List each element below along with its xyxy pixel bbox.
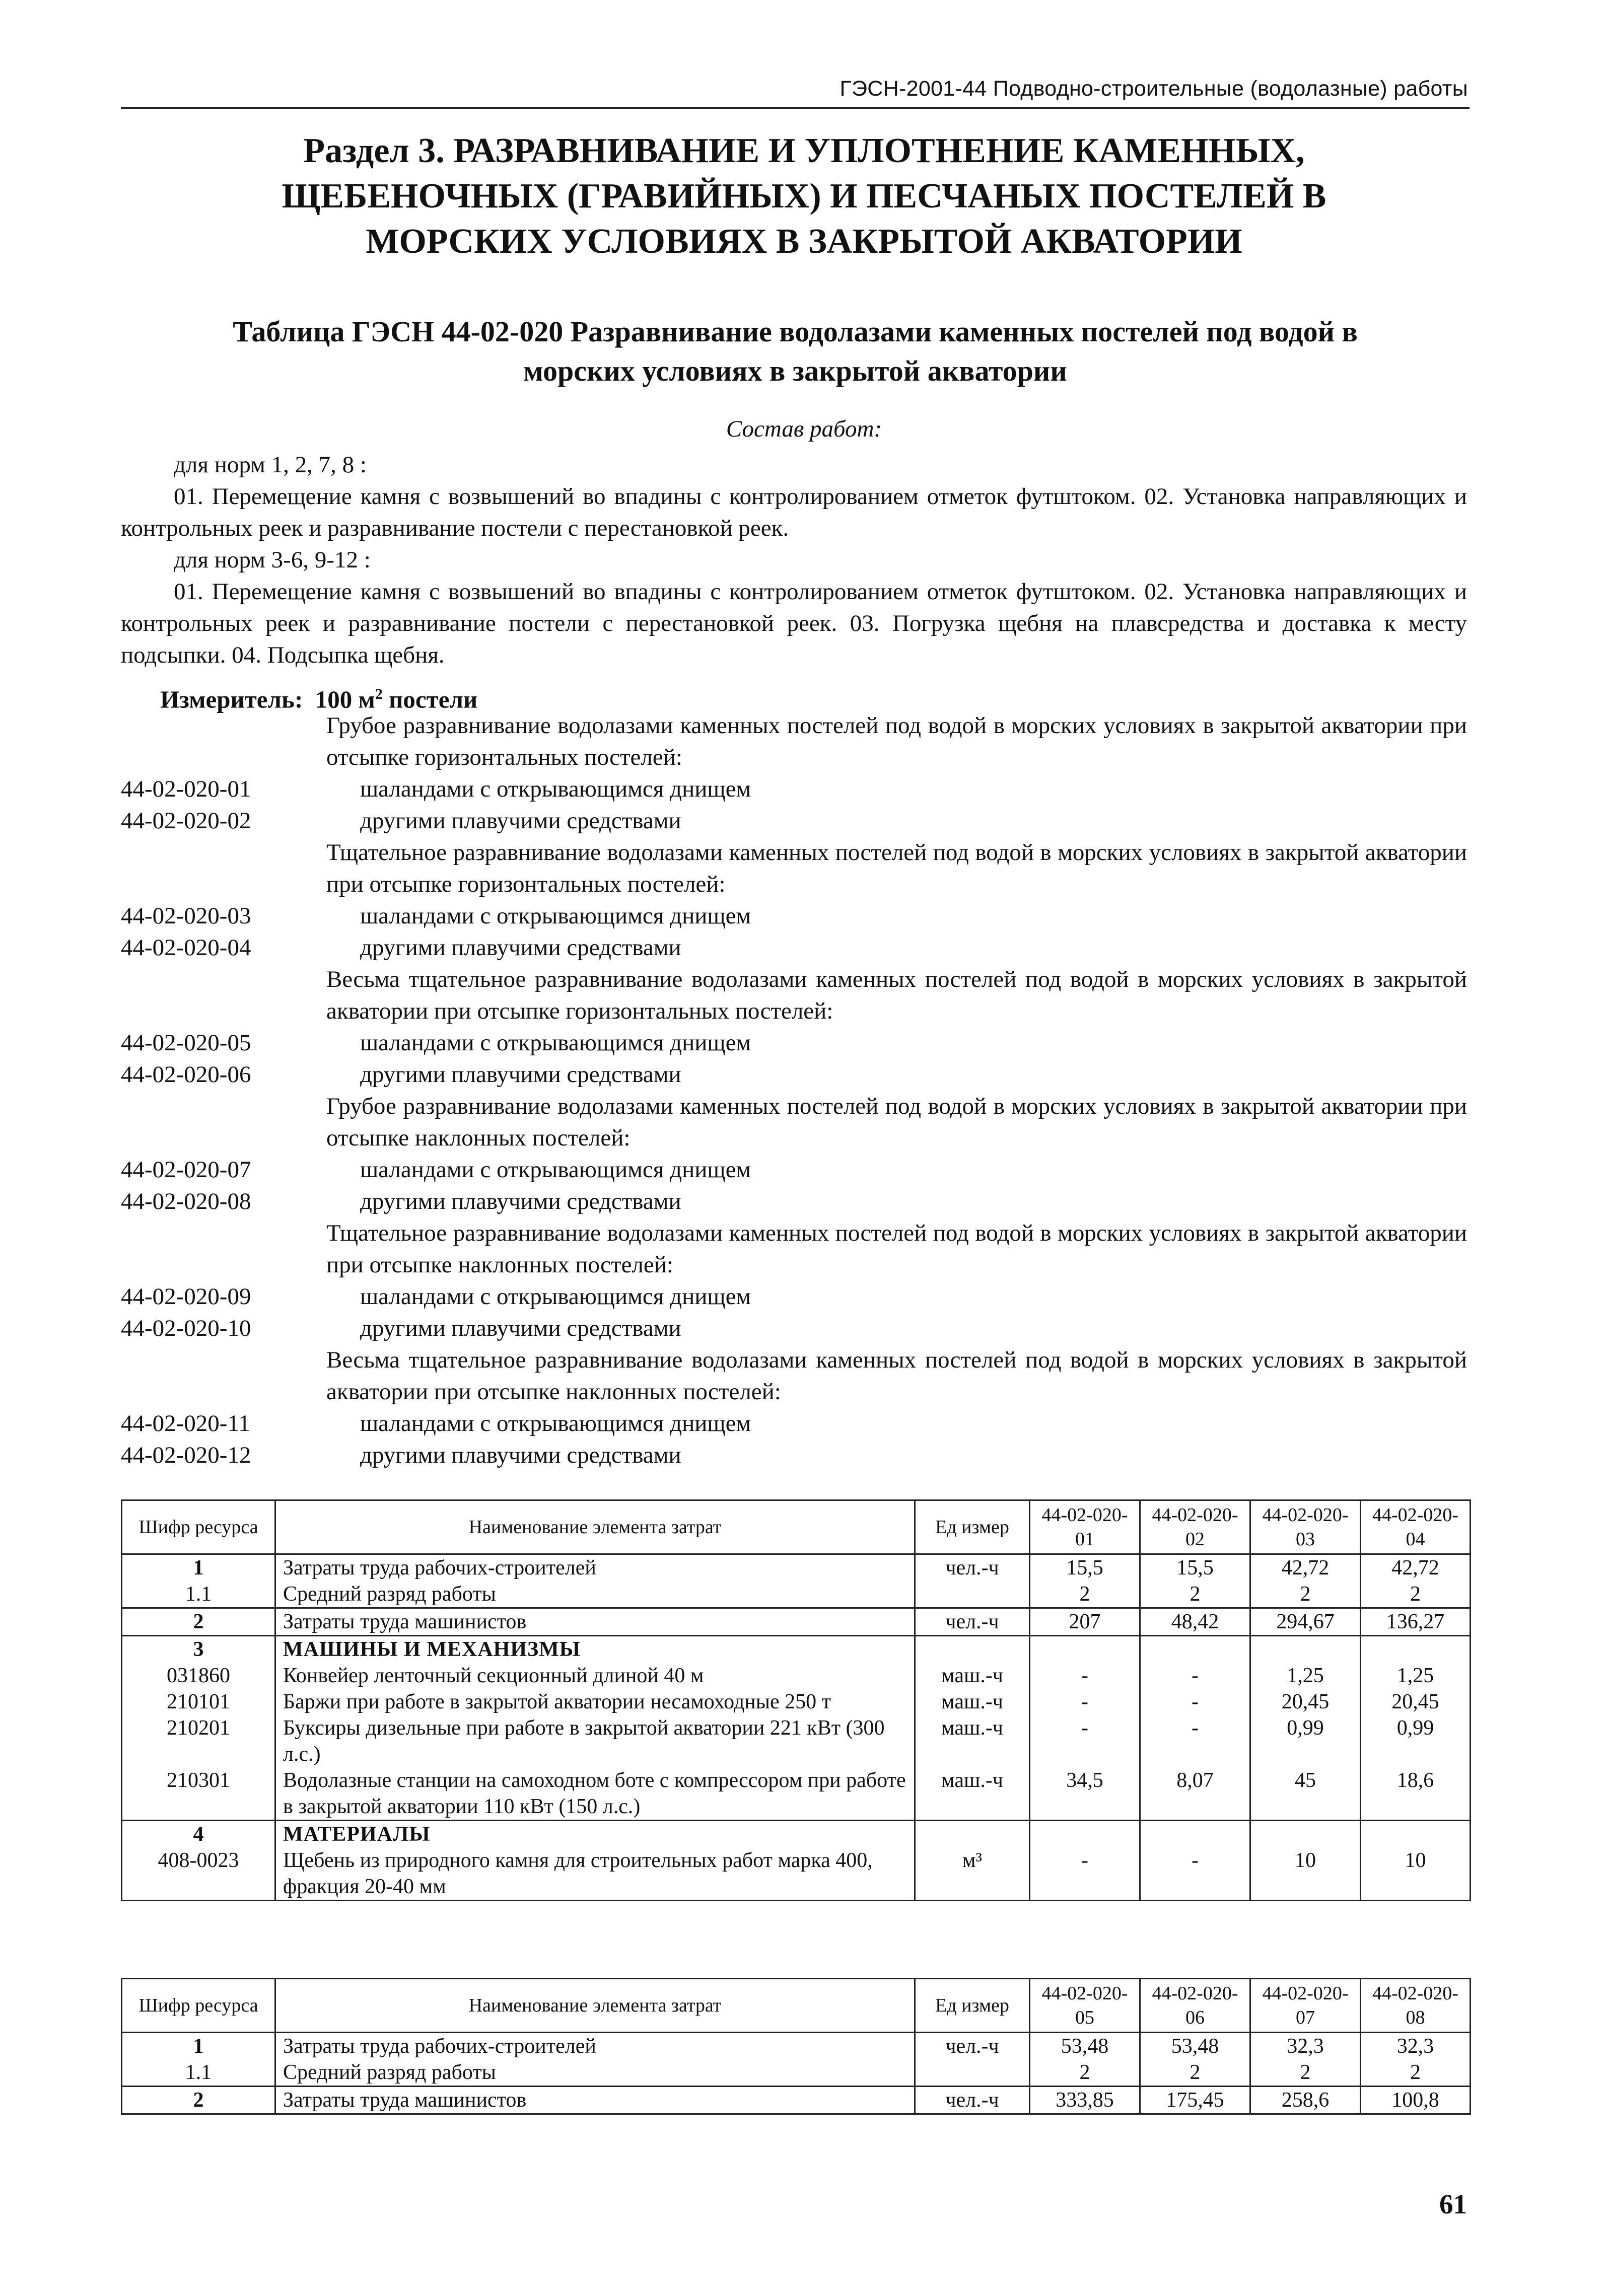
norm-value [1140, 1821, 1250, 1848]
column-header: Шифр ресурса [122, 1979, 275, 2033]
table-row [122, 1715, 1471, 1767]
norm-code: 44-02-020-10 [121, 1315, 251, 1341]
resource-code: 2 [122, 2087, 275, 2114]
norm-value: 207 [1030, 1608, 1140, 1636]
norm-value: - [1140, 1715, 1250, 1767]
composition-heading: Состав работ: [726, 416, 882, 442]
resource-unit: чел.-ч [915, 2033, 1030, 2060]
resource-name: МАШИНЫ И МЕХАНИЗМЫ [275, 1636, 915, 1663]
table-title-line-1: Таблица ГЭСН 44-02-020 Разравнивание водолазами каменных постелей под водой в [233, 315, 1358, 348]
norm-value: 2 [1140, 1581, 1250, 1608]
table-1-header-row [122, 1500, 1471, 1554]
resource-code: 2 [122, 1608, 275, 1636]
norm-value: 333,85 [1030, 2087, 1140, 2114]
header-rule [121, 107, 1470, 109]
column-header: 44-02-020-04 [1361, 1500, 1471, 1554]
table-title [121, 312, 1470, 391]
norm-code: 44-02-020-09 [121, 1283, 251, 1310]
composition-group-2-text: 01. Перемещение камня с возвышений во впадины с контролированием отметок футштоком. 02. Установка направляющих и контрольных реек и разравнивание постели с перестановкой реек. 03. Погрузка щебня на плавсредства и доставка к месту подсыпки. 04. Подсыпка щебня. [121, 579, 1467, 668]
norm-value: 18,6 [1361, 1767, 1471, 1821]
resource-name: Затраты труда машинистов [275, 2087, 915, 2114]
table-row [122, 1581, 1471, 1608]
resource-name: МАТЕРИАЛЫ [275, 1821, 915, 1848]
section-lead: Раздел 3. [303, 131, 445, 170]
resource-name: Средний разряд работы [275, 1581, 915, 1608]
norm-value: 42,72 [1250, 1554, 1361, 1582]
norms-list [121, 710, 1467, 1471]
column-header: Наименование элемента затрат [275, 1979, 915, 2033]
section-title-line-3: МОРСКИХ УСЛОВИЯХ В ЗАКРЫТОЙ АКВАТОРИИ [366, 222, 1242, 261]
column-header: Наименование элемента затрат [275, 1500, 915, 1554]
resource-code: 210101 [122, 1689, 275, 1715]
table-title-line-2: морских условиях в закрытой акватории [523, 354, 1067, 387]
norm-value: - [1030, 1715, 1140, 1767]
norm-code: 44-02-020-11 [121, 1410, 250, 1437]
measure-suffix: постели [382, 685, 478, 713]
column-header: Шифр ресурса [122, 1500, 275, 1554]
norm-item [121, 1281, 1467, 1313]
norm-value [1250, 1821, 1361, 1848]
resource-name: Затраты труда рабочих-строителей [275, 2033, 915, 2060]
norm-value: 45 [1250, 1767, 1361, 1821]
norm-value: 2 [1140, 2059, 1250, 2087]
section-title-text-1: РАЗРАВНИВАНИЕ И УПЛОТНЕНИЕ КАМЕННЫХ, [453, 131, 1305, 170]
norm-code: 44-02-020-12 [121, 1442, 251, 1468]
resource-code: 210201 [122, 1715, 275, 1767]
table-row [122, 1663, 1471, 1689]
resource-unit [915, 1581, 1030, 1608]
norm-value: - [1030, 1689, 1140, 1715]
table-row [122, 1847, 1471, 1901]
resource-unit: маш.-ч [915, 1689, 1030, 1715]
resource-code: 1 [122, 2033, 275, 2060]
norm-label: другими плавучими средствами [360, 1442, 681, 1468]
resource-unit: чел.-ч [915, 1554, 1030, 1582]
resource-unit: чел.-ч [915, 1608, 1030, 1636]
norm-item [121, 1440, 1467, 1471]
table-row [122, 1689, 1471, 1715]
measure-value: 100 м [315, 685, 375, 713]
norm-value: 8,07 [1140, 1767, 1250, 1821]
norm-value: 32,3 [1361, 2033, 1471, 2060]
norm-item [121, 900, 1467, 932]
norm-value [1250, 1636, 1361, 1663]
resource-name: Щебень из природного камня для строительных работ марка 400, фракция 20-40 мм [275, 1847, 915, 1901]
column-header: 44-02-020-06 [1140, 1979, 1250, 2033]
norm-item [121, 932, 1467, 964]
resource-code: 1.1 [122, 1581, 275, 1608]
norm-value: 2 [1250, 2059, 1361, 2087]
resource-code: 1 [122, 1554, 275, 1582]
table-row [122, 1767, 1471, 1821]
resource-code: 1.1 [122, 2059, 275, 2087]
norm-item [121, 1059, 1467, 1091]
resource-name: Буксиры дизельные при работе в закрытой акватории 221 кВт (300 л.с.) [275, 1715, 915, 1767]
resource-code: 4 [122, 1821, 275, 1848]
norm-code: 44-02-020-01 [121, 776, 251, 802]
table-row [122, 1821, 1471, 1848]
norm-group-description: Тщательное разравнивание водолазами каменных постелей под водой в морских условиях в закрытой акватории при отсыпке наклонных постелей: [326, 1220, 1467, 1278]
norm-value: 32,3 [1250, 2033, 1361, 2060]
norm-value: - [1140, 1689, 1250, 1715]
norm-value: - [1030, 1847, 1140, 1901]
norm-value: 20,45 [1250, 1689, 1361, 1715]
norm-value: - [1140, 1847, 1250, 1901]
norm-value: - [1140, 1663, 1250, 1689]
norm-value: - [1030, 1663, 1140, 1689]
resource-unit: м³ [915, 1847, 1030, 1901]
norm-label: другими плавучими средствами [360, 808, 681, 834]
norm-item [121, 773, 1467, 805]
section-title-line-2: ЩЕБЕНОЧНЫХ (ГРАВИЙНЫХ) И ПЕСЧАНЫХ ПОСТЕЛЕЙ В [282, 177, 1326, 216]
norm-group-description: Весьма тщательное разравнивание водолазами каменных постелей под водой в морских условиях в закрытой акватории при отсыпке горизонтальных постелей: [326, 966, 1467, 1024]
norm-label: шаландами с открывающимся днищем [360, 903, 751, 929]
column-header: 44-02-020-05 [1030, 1979, 1140, 2033]
table-row [122, 2033, 1471, 2060]
norm-label: другими плавучими средствами [360, 935, 681, 961]
norm-group-description: Грубое разравнивание водолазами каменных постелей под водой в морских условиях в закрытой акватории при отсыпке горизонтальных постелей: [326, 712, 1467, 770]
resource-name: Затраты труда рабочих-строителей [275, 1554, 915, 1582]
composition-group-1-label: для норм 1, 2, 7, 8 : [174, 452, 367, 478]
table-row [122, 1554, 1471, 1582]
norm-item [121, 1154, 1467, 1186]
running-header: ГЭСН-2001-44 Подводно-строительные (водолазные) работы [840, 77, 1468, 101]
resource-name: Затраты труда машинистов [275, 1608, 915, 1636]
measure-label: Измеритель: [160, 685, 303, 713]
norm-value: 2 [1361, 1581, 1471, 1608]
table-row [122, 1608, 1471, 1636]
norm-value: 53,48 [1030, 2033, 1140, 2060]
resource-unit: маш.-ч [915, 1767, 1030, 1821]
resource-unit: маш.-ч [915, 1663, 1030, 1689]
norm-value [1140, 1636, 1250, 1663]
norm-value: 1,25 [1361, 1663, 1471, 1689]
norm-group-description: Весьма тщательное разравнивание водолазами каменных постелей под водой в морских условиях в закрытой акватории при отсыпке наклонных постелей: [326, 1347, 1467, 1405]
resource-name: Водолазные станции на самоходном боте с компрессором при работе в закрытой акватории 110 кВт (150 л.с.) [275, 1767, 915, 1821]
section-title-line-1 [151, 128, 1457, 174]
norm-code: 44-02-020-08 [121, 1188, 251, 1214]
table-row [122, 2059, 1471, 2087]
resource-table-2 [121, 1978, 1471, 2115]
norm-value: 2 [1361, 2059, 1471, 2087]
norm-value: 258,6 [1250, 2087, 1361, 2114]
norm-value: 1,25 [1250, 1663, 1361, 1689]
norm-item [121, 1408, 1467, 1440]
norm-value: 48,42 [1140, 1608, 1250, 1636]
norm-value: 294,67 [1250, 1608, 1361, 1636]
norm-label: другими плавучими средствами [360, 1188, 681, 1214]
norm-value [1361, 1821, 1471, 1848]
resource-unit [915, 1821, 1030, 1848]
norm-value [1030, 1821, 1140, 1848]
column-header: 44-02-020-01 [1030, 1500, 1140, 1554]
norm-value: 100,8 [1361, 2087, 1471, 2114]
norm-item [121, 1027, 1467, 1059]
norm-label: шаландами с открывающимся днищем [360, 1157, 751, 1183]
resource-code: 408-0023 [122, 1847, 275, 1901]
norm-item [121, 805, 1467, 837]
composition-group-2-label: для норм 3-6, 9-12 : [174, 547, 371, 573]
norm-item [121, 1186, 1467, 1217]
norm-group-description: Тщательное разравнивание водолазами каменных постелей под водой в морских условиях в закрытой акватории при отсыпке горизонтальных постелей: [326, 839, 1467, 897]
resource-code: 210301 [122, 1767, 275, 1821]
norm-code: 44-02-020-07 [121, 1157, 251, 1183]
norm-value: 2 [1030, 2059, 1140, 2087]
norm-value: 0,99 [1250, 1715, 1361, 1767]
norm-code: 44-02-020-04 [121, 935, 251, 961]
norm-label: шаландами с открывающимся днищем [360, 1410, 751, 1437]
norm-value: 175,45 [1140, 2087, 1250, 2114]
resource-unit: чел.-ч [915, 2087, 1030, 2114]
norm-label: шаландами с открывающимся днищем [360, 776, 751, 802]
norm-label: шаландами с открывающимся днищем [360, 1030, 751, 1056]
norm-label: другими плавучими средствами [360, 1061, 681, 1088]
page-number: 61 [1439, 2189, 1467, 2219]
resource-unit [915, 2059, 1030, 2087]
composition-group-1-text: 01. Перемещение камня с возвышений во впадины с контролированием отметок футштоком. 02. Установка направляющих и контрольных реек и разравнивание постели с перестановкой реек. [121, 483, 1467, 541]
resource-code: 031860 [122, 1663, 275, 1689]
measure-sup: 2 [375, 686, 383, 702]
norm-label: другими плавучими средствами [360, 1315, 681, 1341]
resource-unit [915, 1636, 1030, 1663]
norm-value: 0,99 [1361, 1715, 1471, 1767]
norm-value: 34,5 [1030, 1767, 1140, 1821]
norm-code: 44-02-020-05 [121, 1030, 251, 1056]
norm-value: 136,27 [1361, 1608, 1471, 1636]
column-header: 44-02-020-02 [1140, 1500, 1250, 1554]
norm-code: 44-02-020-02 [121, 808, 251, 834]
table-2-header-row [122, 1979, 1471, 2033]
norm-value [1361, 1636, 1471, 1663]
resource-unit: маш.-ч [915, 1715, 1030, 1767]
table-row [122, 2087, 1471, 2114]
norm-value: 2 [1030, 1581, 1140, 1608]
norm-code: 44-02-020-06 [121, 1061, 251, 1088]
norm-value: 10 [1250, 1847, 1361, 1901]
norm-group-description: Грубое разравнивание водолазами каменных постелей под водой в морских условиях в закрытой акватории при отсыпке наклонных постелей: [326, 1093, 1467, 1151]
norm-value: 53,48 [1140, 2033, 1250, 2060]
column-header: 44-02-020-03 [1250, 1500, 1361, 1554]
resource-code: 3 [122, 1636, 275, 1663]
column-header: 44-02-020-08 [1361, 1979, 1471, 2033]
norm-value: 42,72 [1361, 1554, 1471, 1582]
column-header: 44-02-020-07 [1250, 1979, 1361, 2033]
norm-value: 10 [1361, 1847, 1471, 1901]
norm-item [121, 1313, 1467, 1344]
norm-value [1030, 1636, 1140, 1663]
norm-value: 20,45 [1361, 1689, 1471, 1715]
column-header: Ед измер [915, 1979, 1030, 2033]
norm-value: 2 [1250, 1581, 1361, 1608]
column-header: Ед измер [915, 1500, 1030, 1554]
norm-value: 15,5 [1140, 1554, 1250, 1582]
norm-label: шаландами с открывающимся днищем [360, 1283, 751, 1310]
section-title [151, 128, 1457, 264]
resource-name: Конвейер ленточный секционный длиной 40 м [275, 1663, 915, 1689]
norm-value: 15,5 [1030, 1554, 1140, 1582]
resource-name: Баржи при работе в закрытой акватории несамоходные 250 т [275, 1689, 915, 1715]
resource-table-1 [121, 1499, 1471, 1901]
table-row [122, 1636, 1471, 1663]
resource-name: Средний разряд работы [275, 2059, 915, 2087]
norm-code: 44-02-020-03 [121, 903, 251, 929]
